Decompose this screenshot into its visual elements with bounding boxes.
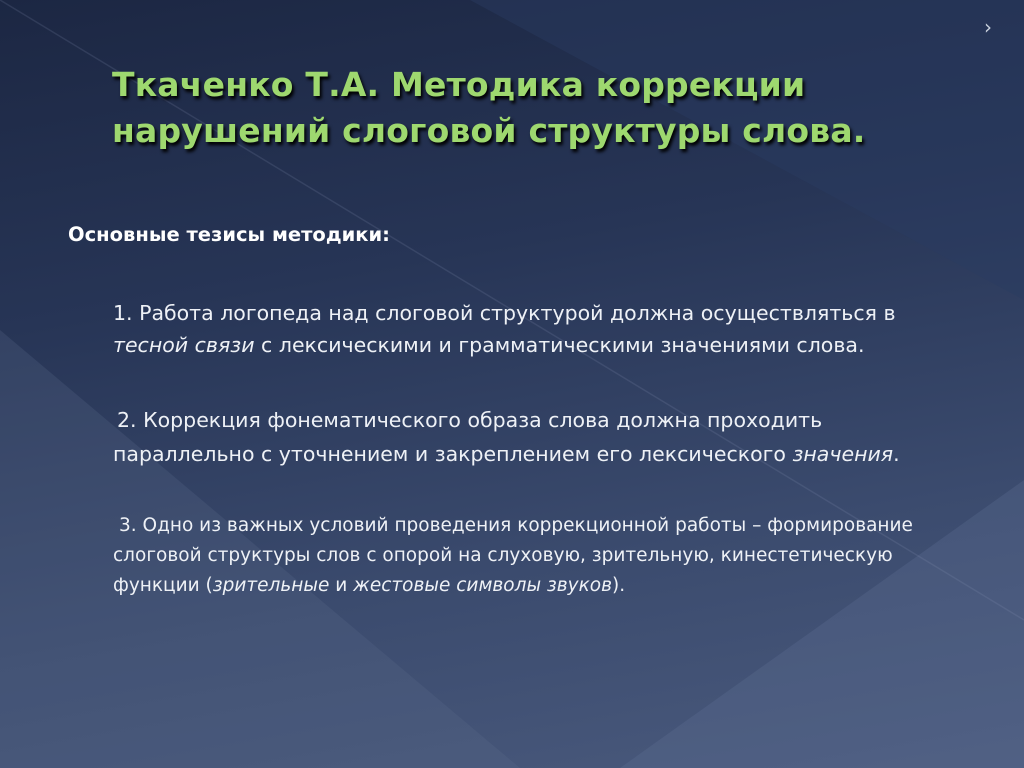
thesis-item-2 xyxy=(113,403,943,471)
thesis-item-3 xyxy=(113,511,943,601)
thesis-1-text-after: с лексическими и грамматическими значениями слова. xyxy=(254,333,865,357)
thesis-item-1 xyxy=(113,297,943,361)
thesis-3-italic: зрительные xyxy=(212,575,330,596)
thesis-3-text-before: 3. Одно из важных условий проведения коррекционной работы – формирование слоговой структуры слов с опорой на слуховую, зрительную, кинестетическую функции ( xyxy=(113,515,913,596)
slide-title xyxy=(112,62,972,154)
thesis-2-italic: значения xyxy=(792,442,894,466)
slide-title-line-1: Ткаченко Т.А. Методика коррекции xyxy=(112,65,806,104)
thesis-2-text-after: . xyxy=(893,442,900,466)
slide-title-line-2: нарушений слоговой структуры слова. xyxy=(112,111,866,150)
next-slide-arrow-icon[interactable]: › xyxy=(984,15,992,39)
thesis-3-text-middle: и xyxy=(329,575,354,596)
thesis-3-italic-2: жестовые символы звуков xyxy=(353,575,613,596)
thesis-2-text-before: 2. Коррекция фонематического образа слова должна проходить параллельно с уточнением и закреплением его лексического xyxy=(113,408,823,466)
thesis-3-text-after: ). xyxy=(612,575,626,596)
thesis-1-text-before: 1. Работа логопеда над слоговой структурой должна осуществляться в xyxy=(113,301,896,325)
theses-heading: Основные тезисы методики: xyxy=(68,223,390,246)
thesis-1-italic: тесной связи xyxy=(113,333,255,357)
